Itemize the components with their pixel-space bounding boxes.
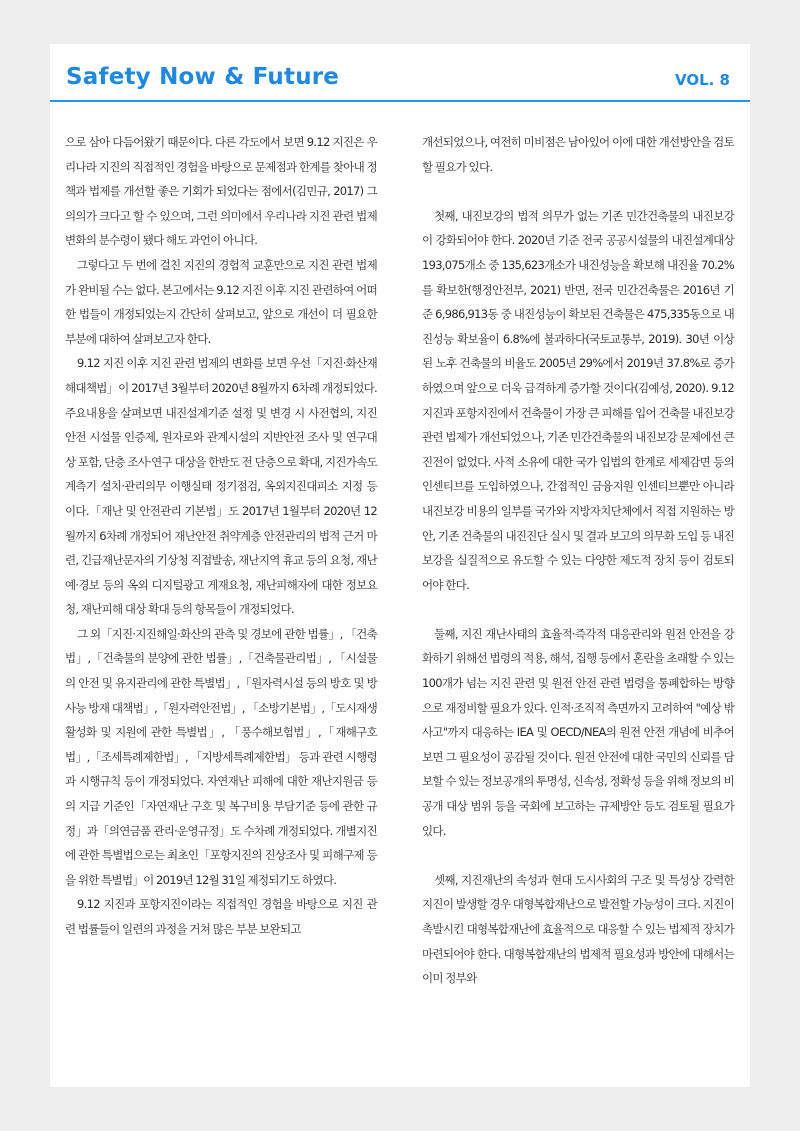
- paragraph: 첫째, 내진보강의 법적 의무가 없는 기존 민간건축물의 내진보강이 강화되어야 한다. 2020년 기준 전국 공공시설물의 내진설계대상 193,075개소 중 135,623개소가 내진성능을 확보해 내진율 70.2%를 확보한(행정안전부, 2021) 반면, 전국 민간건축물은 2016년 기준 6,986,913동 중 내진성능이 확보된 건축물은 475,335동으로 내진성능 확보율이 6.8%에 불과하다(국토교통부, 2019). 30년 이상된 노후 건축물의 비율도 2005년 29%에서 2019년 37.8%로 증가하였으며 앞으로 더욱 급격하게 증가할 것이다(김예성, 2020). 9.12 지진과 포항지진에서 건축물이 가장 큰 피해를 입어 건축물 내진보강 관련 법제가 개선되었으나, 기존 민간건축물의 내진보강 문제에선 큰 진전이 없었다. 사적 소유에 대한 국가 입법의 한계로 세제감면 등의 인센티브를 도입하였으나, 간접적인 금융지원 인센티브뿐만 아니라 내진보강 비용의 일부를 국가와 지방자치단체에서 직접 지원하는 방안, 기존 건축물의 내진진단 실시 및 결과 보고의 의무화 도입 등 내진보강을 실질적으로 유도할 수 있는 다양한 제도적 장치 등이 검토되어야 한다.: [422, 208, 734, 592]
- publication-title: Safety Now & Future: [66, 64, 340, 90]
- page-header: [50, 44, 750, 102]
- paragraph: 으로 삼아 다듬어왔기 때문이다. 다른 각도에서 보면 9.12 지진은 우리나라 지진의 직접적인 경험을 바탕으로 문제점과 한계를 찾아내 정책과 법제를 개선할 좋은 기회가 되었다는 점에서(김민규, 2017) 그 의의가 크다고 할 수 있으며, 그런 의미에서 우리나라 지진 관련 법제 변화의 분수령이 됐다 해도 과언이 아니다.: [65, 135, 377, 248]
- paragraph: 그 외「지진·지진해일·화산의 관측 및 경보에 관한 법률」, 「건축법」,「건축물의 분양에 관한 법률」,「건축물관리법」, 「시설물의 안전 및 유지관리에 관한 특별법」,「원자력시설 등의 방호 및 방사능 방재 대책법」,「원자력안전법」, 「소방기본법」,「도시재생 활성화 및 지원에 관한 특별법」, 「풍수해보험법」,「재해구호법」,「조세특례제한법」, 「지방세특례제한법」 등과 관련 시행령과 시행규칙 등이 개정되었다. 자연재난 피해에 대한 재난지원금 등의 지급 기준인「자연재난 구호 및 복구비용 부담기준 등에 관한 규정」과「의연금품 관리·운영규정」도 수차례 개정되었다. 개별지진에 관한 특별법으로는 최초인「포항지진의 진상조사 및 피해구제 등을 위한 특별법」이 2019년 12월 31일 제정되기도 하였다.: [65, 626, 377, 887]
- right-column: [422, 130, 734, 991]
- document-page: [50, 44, 750, 1087]
- paragraph: 셋째, 지진재난의 속성과 현대 도시사회의 구조 및 특성상 강력한 지진이 발생할 경우 대형복합재난으로 발전할 가능성이 크다. 지진이 촉발시킨 대형복합재난에 효율적으로 대응할 수 있는 법제적 장치가 마련되어야 한다. 대형복합재난의 법제적 필요성과 방안에 대해서는 이미 정부와: [422, 872, 734, 986]
- header-rule: [50, 100, 750, 102]
- paragraph: 9.12 지진과 포항지진이라는 직접적인 경험을 바탕으로 지진 관련 법률들이 일련의 과정을 거쳐 많은 부분 보완되고: [65, 897, 377, 936]
- volume-label: VOL. 8: [674, 71, 730, 89]
- paragraph: 그렇다고 두 번에 걸친 지진의 경험적 교훈만으로 지진 관련 법제가 완비될 수는 없다. 본고에서는 9.12 지진 이후 지진 관련하여 어떠한 법들이 개정되었는지 간단히 살펴보고, 앞으로 개선이 더 필요한 부분에 대하여 살펴보고자 한다.: [65, 257, 377, 346]
- left-column: [65, 130, 377, 942]
- paragraph: 9.12 지진 이후 지진 관련 법제의 변화를 보면 우선「지진·화산재해대책법」이 2017년 3월부터 2020년 8월까지 6차례 개정되었다. 주요내용을 살펴보면 내진설계기준 설정 및 변경 시 사전협의, 지진안전 시설물 인증제, 원자로와 관계시설의 지반안전 조사 및 연구대상 포함, 단층 조사·연구 대상을 한반도 전 단층으로 확대, 지진가속도 계측기 설치·관리의무 이행실태 정기점검, 옥외지진대피소 지정 등이다.「재난 및 안전관리 기본법」도 2017년 1월부터 2020년 12월까지 6차례 개정되어 재난안전 취약계층 안전관리의 법적 근거 마련, 긴급재난문자의 기상청 직접발송, 재난지역 휴교 등의 요청, 재난 예·경보 등의 옥외 디지털광고 게재요청, 재난피해자에 대한 정보요청, 재난피해 대상 확대 등의 항목들이 개정되었다.: [65, 356, 378, 617]
- paragraph: 둘째, 지진 재난사태의 효율적·즉각적 대응관리와 원전 안전을 강화하기 위해선 법령의 적용, 해석, 집행 등에서 혼란을 초래할 수 있는 100개가 넘는 지진 관련 및 원전 안전 관련 법령을 통폐합하는 방향으로 재정비할 필요가 있다. 인적·조직적 측면까지 고려하여 "예상 밖 사고"까지 대응하는 IEA 및 OECD/NEA의 원전 안전 개념에 비추어 보면 그 필요성이 공감될 것이다. 원전 안전에 대한 국민의 신뢰를 담보할 수 있는 정보공개의 투명성, 신속성, 정확성 등을 위해 정보의 비공개 대상 범위 등을 국회에 보고하는 규제방안 등도 검토될 필요가 있다.: [422, 626, 734, 838]
- paragraph: 개선되었으나, 여전히 미비점은 남아있어 이에 대한 개선방안을 검토할 필요가 있다.: [422, 135, 734, 174]
